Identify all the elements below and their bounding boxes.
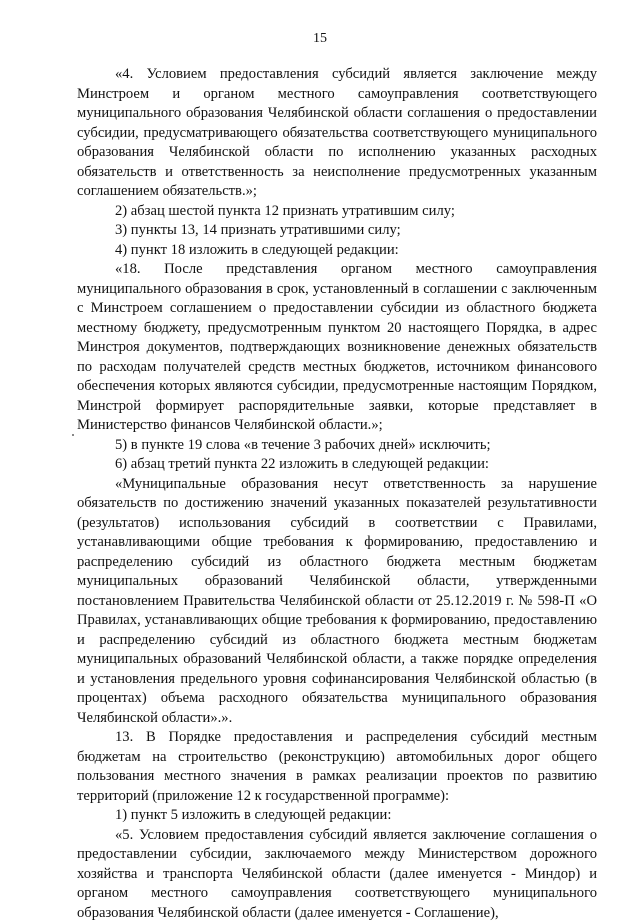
paragraph-section-13-item-1: 1) пункт 5 изложить в следующей редакции: (77, 806, 597, 826)
paragraph-point-18: «18. После представления органом местного самоуправления муниципального образования в срок, установленный в соглашении с заключенным с Минстроем соглашением о предоставлении субсидии из областного бюджета местному бюджету, предусмотренным пунктом 20 настоящего Порядка, в адрес Минстроя документов, подтверждающих возникновение денежных обязательств по расходам получателей средств местных бюджетов, источником финансового обеспечения которых являются субсидии, предусмотренные настоящим Порядком, Минстрой формирует распорядительные заявки, которые представляет в Министерство финансов Челябинской области.»; (77, 260, 597, 436)
paragraph-item-4: 4) пункт 18 изложить в следующей редакции: (77, 241, 597, 261)
page-number: 15 (0, 30, 640, 48)
paragraph-item-2: 2) абзац шестой пункта 12 признать утратившим силу; (77, 202, 597, 222)
paragraph-item-3: 3) пункты 13, 14 признать утратившими силу; (77, 221, 597, 241)
paragraph-section-13: 13. В Порядке предоставления и распределения субсидий местным бюджетам на строительство (реконструкцию) автомобильных дорог общего пользования местного значения в рамках реализации проектов по развитию территорий (приложение 12 к государственной программе): (77, 728, 597, 806)
document-body (77, 65, 597, 923)
paragraph-responsibility: «Муниципальные образования несут ответственность за нарушение обязательств по достижению значений указанных показателей результативности (результатов) использования субсидий в соответствии с Правилами, устанавливающими общие требования к формированию, предоставлению и распределению субсидий из областного бюджета местным бюджетам муниципальных образований Челябинской области, утвержденными постановлением Правительства Челябинской области от 25.12.2019 г. № 598-П «О Правилах, устанавливающих общие требования к формированию, предоставлению и распределению субсидий из областного бюджета местным бюджетам муниципальных образований Челябинской области, а также порядке определения и установления предельного уровня софинансирования Челябинской областью (в процентах) объема расходного обязательства муниципального образования Челябинской области».». (77, 475, 597, 729)
scan-artifact-dot (72, 434, 74, 436)
paragraph-condition-4: «4. Условием предоставления субсидий является заключение между Минстроем и органом местного самоуправления соответствующего муниципального образования Челябинской области соглашения о предоставлении субсидии, предусматривающего обязательства соответствующего муниципального образования Челябинской области по исполнению указанных расходных обязательств и ответственность за неисполнение предусмотренных указанным соглашением обязательств.»; (77, 65, 597, 202)
paragraph-item-5: 5) в пункте 19 слова «в течение 3 рабочих дней» исключить; (77, 436, 597, 456)
paragraph-condition-5: «5. Условием предоставления субсидий является заключение соглашения о предоставлении субсидии, заключаемого между Министерством дорожного хозяйства и транспорта Челябинской области (далее именуется - Миндор) и органом местного самоуправления соответствующего муниципального образования Челябинской области (далее именуется - Соглашение), (77, 826, 597, 923)
paragraph-item-6: 6) абзац третий пункта 22 изложить в следующей редакции: (77, 455, 597, 475)
